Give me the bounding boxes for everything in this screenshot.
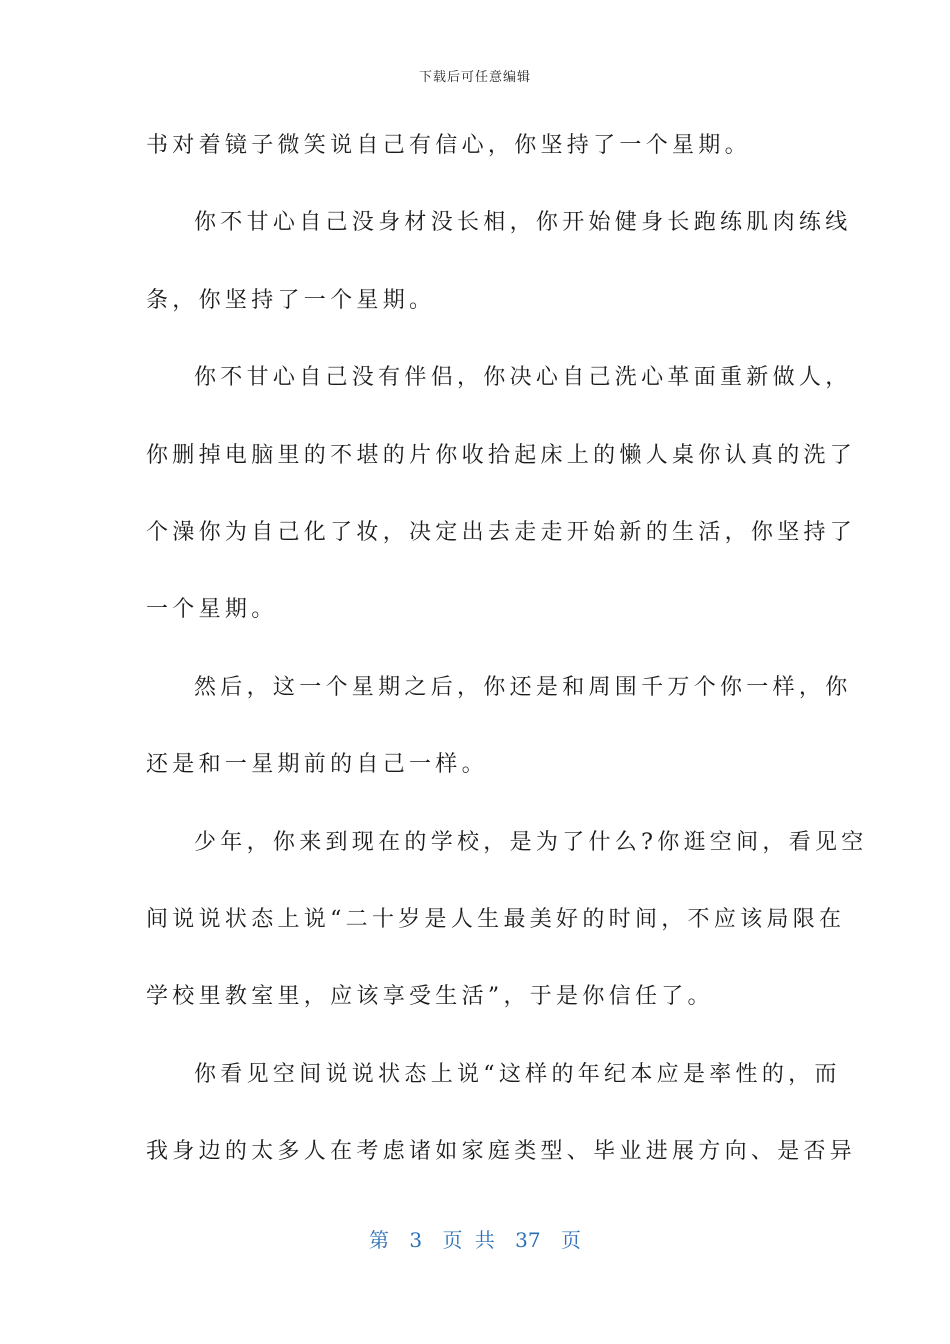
text-line: 书对着镜子微笑说自己有信心，你坚持了一个星期。 bbox=[146, 133, 751, 158]
text-line: 然后，这一个星期之后，你还是和周围千万个你一样，你 bbox=[194, 674, 852, 700]
page-number: 3 bbox=[409, 1228, 423, 1252]
text-line: 我身边的太多人在考虑诸如家庭类型、毕业进展方向、是否异 bbox=[146, 1139, 857, 1165]
text-line: 你删掉电脑里的不堪的片你收拾起床上的懒人桌你认真的洗了 bbox=[146, 442, 857, 468]
text-line: 你不甘心自己没身材没长相，你开始健身长跑练肌肉练线 bbox=[194, 210, 852, 236]
text-line: 条，你坚持了一个星期。 bbox=[146, 287, 436, 313]
text-line: 一个星期。 bbox=[146, 597, 278, 623]
page-footer bbox=[0, 1224, 950, 1253]
text-line: 间说说状态上说“二十岁是人生最美好的时间，不应该局限在 bbox=[146, 907, 846, 932]
header-note: 下载后可任意编辑 bbox=[418, 70, 531, 85]
text-line: 少年，你来到现在的学校，是为了什么?你逛空间，看见空 bbox=[194, 829, 868, 855]
page-middle: 页 共 bbox=[442, 1228, 495, 1252]
page-suffix: 页 bbox=[560, 1228, 581, 1252]
text-line: 学校里教室里，应该享受生活”，于是你信任了。 bbox=[146, 984, 714, 1010]
text-line: 还是和一星期前的自己一样。 bbox=[146, 752, 488, 778]
text-line: 你不甘心自己没有伴侣，你决心自己洗心革面重新做人， bbox=[194, 365, 852, 391]
text-line: 个澡你为自己化了妆，决定出去走走开始新的生活，你坚持了 bbox=[146, 520, 857, 545]
page-prefix: 第 bbox=[369, 1228, 389, 1252]
text-line: 你看见空间说说状态上说“这样的年纪本应是率性的，而 bbox=[194, 1061, 841, 1087]
page-total: 37 bbox=[515, 1228, 541, 1252]
